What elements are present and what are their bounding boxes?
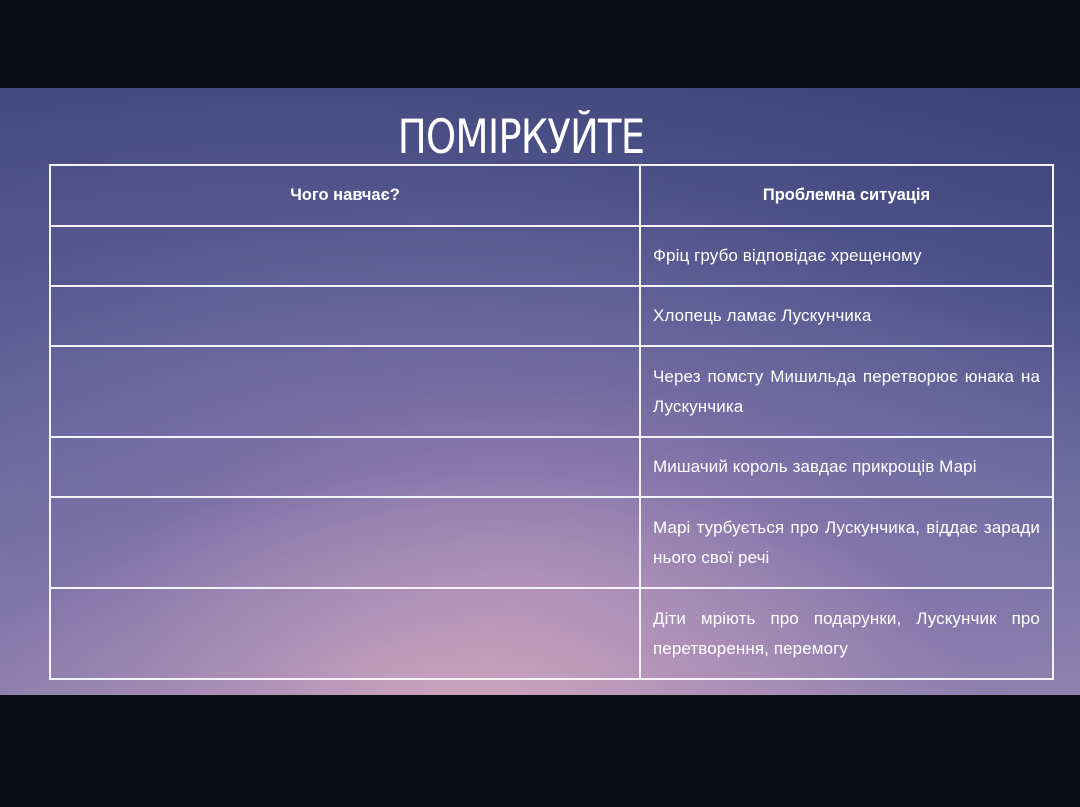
problem-cell: Марі турбується про Лускунчика, віддає заради нього свої речі: [640, 497, 1053, 588]
table-header-row: [50, 165, 1053, 226]
table-row: [50, 226, 1053, 286]
discussion-table: [49, 164, 1054, 680]
problem-cell: Мишачий король завдає прикрощів Марі: [640, 437, 1053, 497]
table-row: [50, 437, 1053, 497]
slide: [0, 88, 1080, 695]
table-row: [50, 588, 1053, 679]
lesson-cell[interactable]: [50, 226, 640, 286]
column-header-lesson: Чого навчає?: [50, 165, 640, 226]
lesson-cell[interactable]: [50, 286, 640, 346]
column-header-problem: Проблемна ситуація: [640, 165, 1053, 226]
table-row: [50, 286, 1053, 346]
lesson-cell[interactable]: [50, 346, 640, 437]
table-row: [50, 346, 1053, 437]
lesson-cell[interactable]: [50, 588, 640, 679]
problem-cell: Діти мріють про подарунки, Лускунчик про перетворення, перемогу: [640, 588, 1053, 679]
table-row: [50, 497, 1053, 588]
problem-cell: Хлопець ламає Лускунчика: [640, 286, 1053, 346]
slide-title: ПОМІРКУЙТЕ: [397, 110, 645, 165]
lesson-cell[interactable]: [50, 437, 640, 497]
problem-cell: Фріц грубо відповідає хрещеному: [640, 226, 1053, 286]
problem-cell: Через помсту Мишильда перетворює юнака на Лускунчика: [640, 346, 1053, 437]
lesson-cell[interactable]: [50, 497, 640, 588]
